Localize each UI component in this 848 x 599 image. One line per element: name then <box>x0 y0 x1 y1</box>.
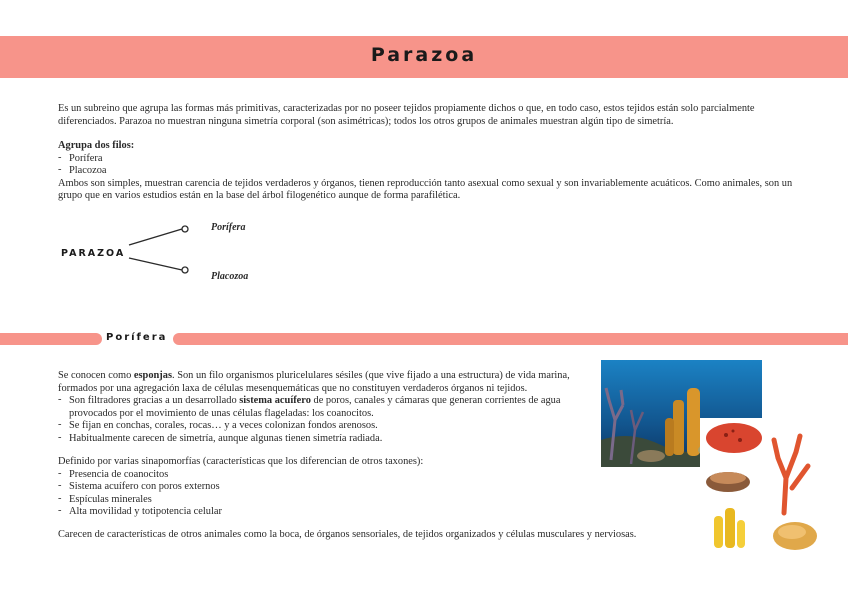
tree-branch-bottom <box>129 258 182 270</box>
sinapomorfias-heading: Definido por varias sinapomorfías (características que los diferencian de otros taxones): <box>58 456 424 467</box>
text-run: Son filtradores gracias a un desarrollado <box>69 395 240 406</box>
tree-diagram <box>120 220 200 280</box>
text-run: . Son un filo organismos pluricelulares sésiles (que vive fijado a una estructura) de vida marina, formados por una agregación laxa de células mesenquemáticas que no constituyen verdaderos órganos ni tejidos. <box>58 370 570 394</box>
tree-leaf-placozoa: Placozoa <box>211 271 249 282</box>
tree-leaf-porifera: Porífera <box>211 222 246 233</box>
bold-term: sistema acuífero <box>239 395 311 406</box>
text-run: de poros, canales y cámaras que generan corrientes de agua provocados por el movimiento de unas células flageladas: los coanocitos. <box>69 395 561 419</box>
sinapomorfias-block <box>58 456 598 519</box>
porifera-list <box>58 395 598 445</box>
list-item: - Se fijan en conchas, corales, rocas… y a veces colonizan fondos arenosos. <box>58 420 598 433</box>
list-item <box>58 395 598 420</box>
porifera-block <box>58 370 598 445</box>
list-item: - Sistema acuífero con poros externos <box>58 481 598 494</box>
tree-node-bottom <box>182 267 188 273</box>
intro-paragraph: Es un subreino que agrupa las formas más primitivas, caracterizadas por no poseer tejidos propiamente dichos o que, en todo caso, estos tejidos están solo parcialmente diferenciados. Parazoa no muestran ninguna simetría corporal (son asimétricas); todos los otros grupos de animales muestran algún tipo de simetría. <box>58 103 755 127</box>
list-item: - Habitualmente carecen de simetría, aunque algunas tienen simetría radiada. <box>58 433 598 446</box>
section-band-right <box>173 333 848 345</box>
tree-node-top <box>182 226 188 232</box>
section-title: Porífera <box>106 332 168 343</box>
tree-root-label: PARAZOA <box>61 248 126 259</box>
list-item: - Placozoa <box>58 165 798 178</box>
tree-branch-top <box>129 229 182 245</box>
filos-list <box>58 153 798 178</box>
section-band-left <box>0 333 102 345</box>
list-item: - Presencia de coanocitos <box>58 469 598 482</box>
sinapomorfias-list <box>58 469 598 519</box>
sponge-specimens-image <box>700 418 822 562</box>
filos-block <box>58 140 798 203</box>
list-item: - Alta movilidad y totipotencia celular <box>58 506 598 519</box>
closing-paragraph: Carecen de características de otros animales como la boca, de órganos sensoriales, de tejidos organizados y células musculares y nerviosas. <box>58 529 637 540</box>
filos-paragraph: Ambos son simples, muestran carencia de tejidos verdaderos y órganos, tienen reproducción tanto asexual como sexual y son invariablemente acuáticos. Como animales, son un grupo que en varios estudios están en la base del árbol filogenético aunque de forma parafilética. <box>58 177 793 201</box>
bold-term: esponjas <box>133 370 172 381</box>
page-title: Parazoa <box>370 44 478 66</box>
list-item: - Espículas minerales <box>58 494 598 507</box>
list-item: - Porífera <box>58 153 798 166</box>
text-run: Se conocen como <box>58 370 134 381</box>
filos-heading: Agrupa dos filos: <box>58 140 135 151</box>
sponge-specimens-illustration <box>700 418 822 562</box>
porifera-intro <box>58 370 598 395</box>
